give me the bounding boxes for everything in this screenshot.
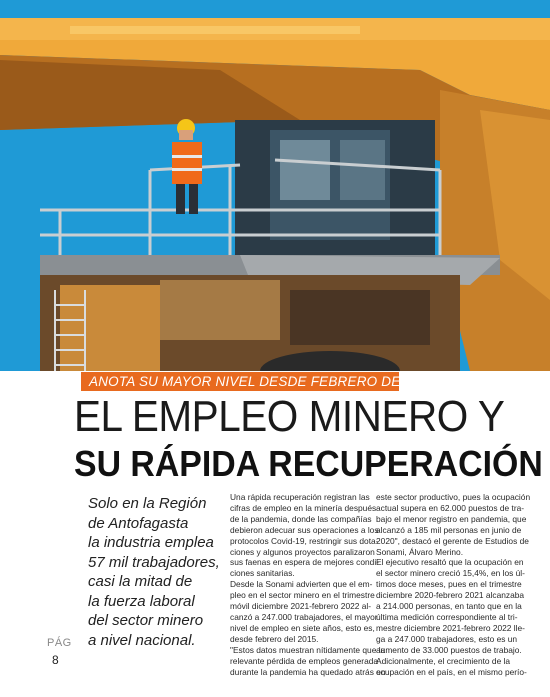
lead-line: la fuerza laboral xyxy=(88,592,195,610)
body-line: actual supera en 62.000 puestos de tra- xyxy=(376,502,525,513)
body-line: Desde la Sonami advierten que el em- xyxy=(230,579,373,590)
headline-line-2: SU RÁPIDA RECUPERACIÓN xyxy=(74,443,543,484)
body-line: desde febrero del 2015. xyxy=(230,633,319,644)
lead-line: de Antofagasta xyxy=(88,514,189,532)
body-line: móvil diciembre 2021-febrero 2022 al- xyxy=(230,601,372,612)
lead-line: a nivel nacional. xyxy=(88,631,196,649)
body-line: bajo el menor registro en pandemia, que xyxy=(376,513,527,524)
body-line: ocupación en el país, en el mismo perío- xyxy=(376,666,527,677)
body-line: a 214.000 personas, en tanto que en la xyxy=(376,601,522,612)
body-line: de la pandemia, donde las compañías xyxy=(230,513,372,524)
body-line: aumento de 33.000 puestos de trabajo. xyxy=(376,644,522,655)
body-line: durante la pandemia ha quedado atrás en xyxy=(230,666,386,677)
body-line: Una rápida recuperación registran las xyxy=(230,492,370,502)
body-line: relevante pérdida de empleos generada xyxy=(230,655,379,666)
body-line: última medición correspondiente al tri- xyxy=(376,611,518,622)
body-line: 2020", destacó el gerente de Estudios de xyxy=(376,535,529,546)
body-line: cifras de empleo en la minería después xyxy=(230,502,377,513)
section-tagline: ANOTA SU MAYOR NIVEL DESDE FEBRERO DE 2015 xyxy=(81,372,399,391)
lead-line: 57 mil trabajadores, xyxy=(88,553,220,571)
body-column-1 xyxy=(230,492,386,677)
body-line: el sector minero creció 15,4%, en los úl- xyxy=(376,568,525,579)
lead-line: la industria emplea xyxy=(88,534,214,551)
body-line: "Estos datos muestran nítidamente que la xyxy=(230,644,386,655)
body-line: diciembre 2020-febrero 2021 alcanzaba xyxy=(376,590,525,601)
body-line: protocolos Covid-19, restringir sus dota- xyxy=(230,535,379,546)
body-line: timos doce meses, pues en el trimestre xyxy=(376,579,522,590)
lead-paragraph xyxy=(88,494,228,650)
body-line: sus faenas en espera de mejores condi- xyxy=(230,557,379,568)
body-line: debieron adecuar sus operaciones a los xyxy=(230,524,379,535)
body-line: ciones sanitarias. xyxy=(230,568,295,579)
body-line: Adicionalmente, el crecimiento de la xyxy=(376,655,511,666)
body-line: canzó a 247.000 trabajadores, el mayor xyxy=(230,611,378,622)
body-line: ga a 247.000 trabajadores, esto es un xyxy=(376,633,518,644)
body-column-2 xyxy=(376,492,531,677)
headline-line-1: EL EMPLEO MINERO Y xyxy=(74,392,505,441)
body-line: mestre diciembre 2021-febrero 2022 lle- xyxy=(376,622,525,633)
body-line: ciones y algunos proyectos paralizaron xyxy=(230,546,375,557)
body-line: alcanzó a 185 mil personas en junio de xyxy=(376,524,522,535)
lead-line: Solo en la Región xyxy=(88,495,207,512)
lead-line: del sector minero xyxy=(88,612,204,629)
body-line: Sonami, Álvaro Merino. xyxy=(376,546,464,557)
lead-line: casi la mitad de xyxy=(88,573,193,590)
page-number: 8 xyxy=(52,653,59,667)
page-label: PÁG xyxy=(47,637,72,649)
body-line: nivel de empleo en siete años, esto es, xyxy=(230,622,375,633)
body-line: este sector productivo, pues la ocupación xyxy=(376,492,531,502)
body-line: pleo en el sector minero en el trimestre xyxy=(230,590,375,601)
body-line: El ejecutivo resaltó que la ocupación en xyxy=(376,557,524,568)
